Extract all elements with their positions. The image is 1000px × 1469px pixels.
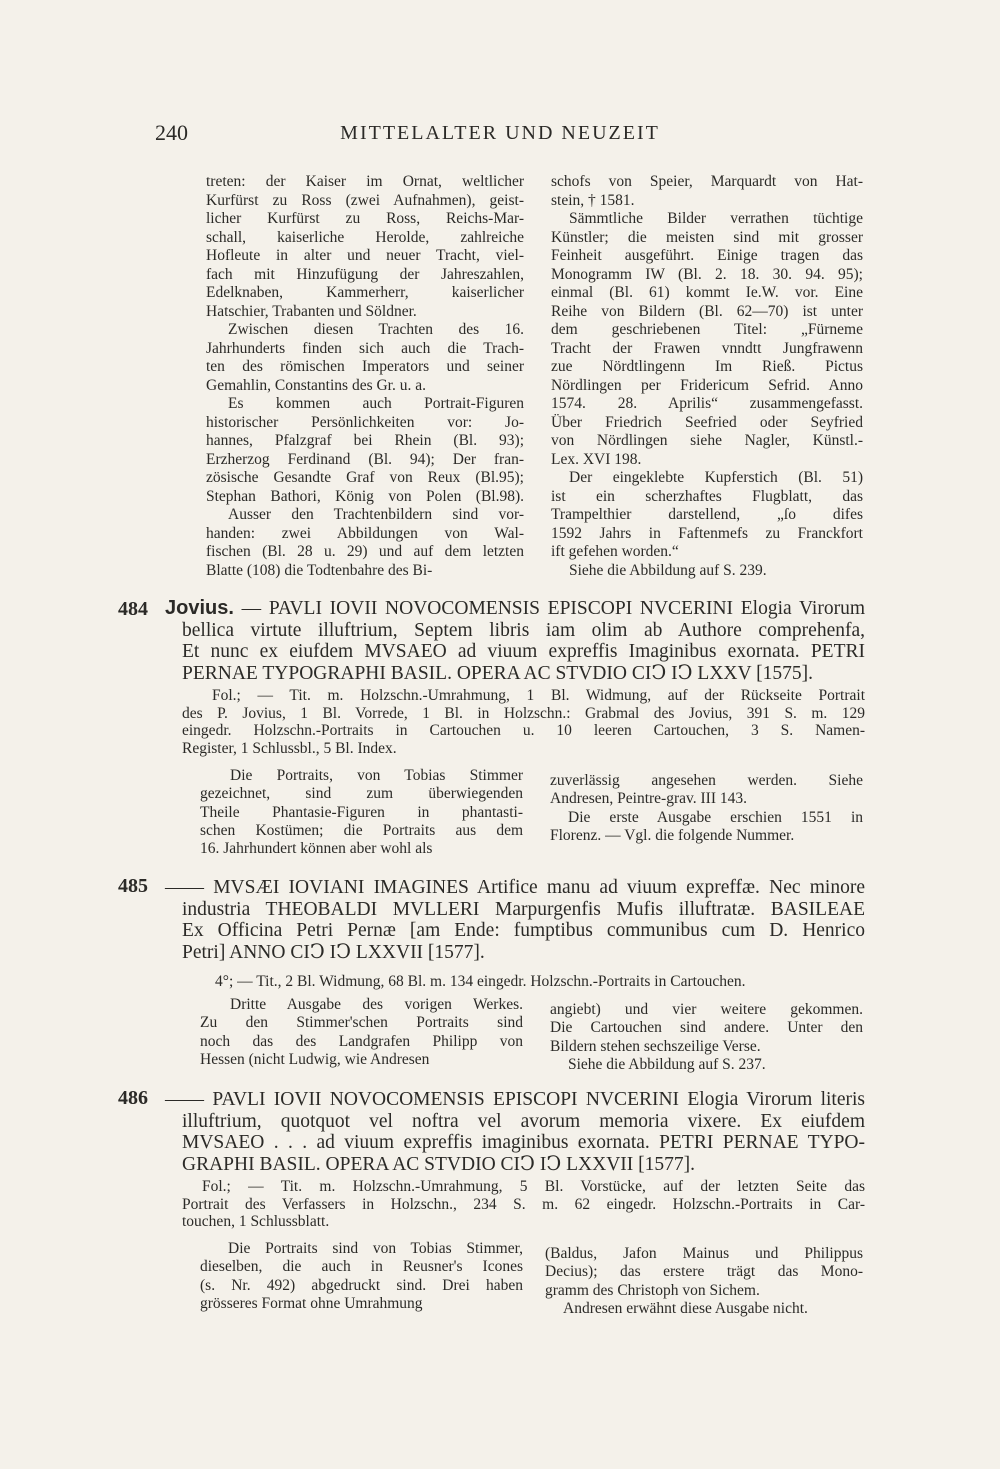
top-left-column-line: Hofleute in alter und neuer Tracht, viel- — [206, 247, 524, 264]
top-right-column-line: schofs von Speier, Marquardt von Hat- — [551, 173, 863, 190]
entry-486-number: 486 — [118, 1087, 148, 1109]
entry-484-note-right-line: zuverlässig angesehen werden. Siehe — [550, 772, 863, 789]
top-right-column-line: von Nördlingen siehe Nagler, Künstl.- — [551, 432, 863, 449]
entry-484-collation-line: Fol.; — Tit. m. Holzschn.-Umrahmung, 1 Bl. Widmung, auf der Rückseite Portrait — [212, 687, 865, 704]
top-left-column-line: licher Kurfürst zu Ross, Reichs-Mar- — [206, 210, 524, 227]
entry-484-number: 484 — [118, 598, 148, 620]
top-left-column-line: ten des römischen Imperators und seiner — [206, 358, 524, 375]
top-left-column-line: Jahrhunderts finden sich auch die Trach- — [206, 339, 524, 357]
entry-484-note-right-line: Die erste Ausgabe erschien 1551 in — [568, 808, 863, 826]
top-right-column-line: Nördlingen per Fridericum Sefrid. Anno — [551, 376, 863, 394]
top-right-column-line: Lex. XVI 198. — [551, 450, 642, 468]
entry-485-title — [165, 877, 865, 963]
entry-485-note-right — [550, 1001, 863, 1074]
entry-485-collation-line: 4°; — Tit., 2 Bl. Widmung, 68 Bl. m. 134 eingedr. Holzschn.-Portraits in Cartouchen. — [215, 973, 746, 990]
entry-486-note-left-line: Die Portraits sind von Tobias Stimmer, — [228, 1240, 523, 1257]
top-right-column-line: zue Nördtlingenn Im Rieß. Pictus — [551, 358, 863, 375]
entry-486-collation — [182, 1178, 865, 1231]
entry-485-collation — [182, 973, 865, 991]
entry-485-number: 485 — [118, 875, 148, 897]
top-left-column-line: handen: zwei Abbildungen von Wal- — [206, 524, 524, 542]
entry-486-collation-line: Fol.; — Tit. m. Holzschn.-Umrahmung, 5 Bl. Vorstücke, auf der letzten Seite das — [202, 1178, 865, 1195]
top-right-column-line: Reihe von Bildern (Bl. 62—70) ist unter — [551, 302, 863, 320]
entry-486-note-right — [545, 1245, 863, 1318]
top-right-column-line: Sämmtliche Bilder verrathen tüchtige — [569, 210, 863, 227]
top-left-column-line: treten: der Kaiser im Ornat, weltlicher — [206, 173, 524, 190]
top-right-column-line: Über Friedrich Seefried oder Seyfried — [551, 413, 863, 431]
top-right-column-line: 1592 Jahrs in Faftenmefs zu Franckfort — [551, 524, 863, 542]
entry-484-note-right-line: Andresen, Peintre-grav. III 143. — [550, 790, 747, 808]
entry-484-note-left-line: Theile Phantasie-Figuren in phantasti- — [200, 803, 523, 821]
top-right-column-line: ist ein scherzhaftes Flugblatt, das — [551, 487, 863, 505]
entry-485-title-line: —— MVSÆI IOVIANI IMAGINES Artifice manu ad viuum expreffæ. Nec minore — [165, 877, 865, 898]
entry-485-title-line: Ex Officina Petri Pernæ [am Ende: fumptibus communibus cum D. Henrico — [182, 920, 865, 941]
top-right-column-line: Künstler; die meisten sind mit grosser — [551, 228, 863, 246]
entry-484-title — [165, 598, 865, 684]
entry-484-note-right-line: Florenz. — Vgl. die folgende Nummer. — [550, 826, 795, 844]
entry-484-collation-line: eingedr. Holzschn.-Portraits in Cartouchen u. 10 leeren Cartouchen, 3 S. Namen- — [182, 722, 865, 739]
entry-486-title — [165, 1089, 865, 1175]
top-right-column-line: ift gefehen worden.“ — [551, 543, 679, 560]
entry-486-note-right-line: gramm des Christoph von Sichem. — [545, 1281, 760, 1299]
running-head: MITTELALTER UND NEUZEIT — [340, 122, 660, 144]
entry-486-note-left-line: dieselben, die auch in Reusner's Icones — [200, 1258, 523, 1276]
top-left-column-line: Kurfürst zu Ross (zwei Aufnahmen), geist- — [206, 191, 524, 209]
entry-485-note-left-line: Dritte Ausgabe des vorigen Werkes. — [230, 996, 523, 1013]
entry-486-collation-line: touchen, 1 Schlussblatt. — [182, 1213, 330, 1230]
top-left-column-line: historischer Persönlichkeiten vor: Jo- — [206, 413, 524, 431]
top-left-column-line: Stephan Bathori, König von Polen (Bl.98). — [206, 487, 524, 505]
top-right-column-line: stein, † 1581. — [551, 191, 635, 209]
top-right-column-line: Monogramm IW (Bl. 2. 18. 30. 94. 95); — [551, 265, 863, 283]
entry-484-title-line: bellica virtute illuftrium, Septem libris iam olim ab Authore comprehenfa, — [182, 619, 865, 641]
entry-486-note-right-line: Decius); das erstere trägt das Mono- — [545, 1263, 863, 1281]
entry-486-note-left — [200, 1240, 523, 1313]
entry-485-note-right-line: Bildern stehen sechszeilige Verse. — [550, 1037, 761, 1055]
entry-484-note-right — [550, 772, 863, 845]
entry-486-title-line: GRAPHI BASIL. OPERA AC STVDIO CIↃ IↃ LXXVII [1577]. — [182, 1153, 696, 1175]
top-left-column-line: Zwischen diesen Trachten des 16. — [228, 321, 524, 338]
entry-485-title-line: industria THEOBALDI MVLLERI Marpurgenfis Mufis illuftratæ. BASILEAE — [182, 898, 865, 920]
entry-484-note-left — [200, 767, 523, 858]
top-right-column-line: Siehe die Abbildung auf S. 239. — [569, 561, 767, 579]
entry-484-collation — [182, 687, 865, 757]
top-right-column-line: 1574. 28. Aprilis“ zusammengefasst. — [551, 395, 863, 412]
entry-484-note-left-line: schen Kostümen; die Portraits aus dem — [200, 821, 523, 839]
entry-484-author: Jovius. — [165, 597, 234, 619]
page-number: 240 — [155, 120, 188, 145]
entry-484-title-line: PERNAE TYPOGRAPHI BASIL. OPERA AC STVDIO CIↃ IↃ LXXV [1575]. — [182, 662, 813, 684]
top-left-column-line: Erzherzog Ferdinand (Bl. 94); Der fran- — [206, 450, 524, 468]
top-left-column-line: zösische Gesandte Graf von Reux (Bl.95); — [206, 469, 524, 486]
top-right-column-line: dem geschriebenen Titel: „Fürneme — [551, 321, 863, 338]
entry-485-title-line: Petri] ANNO CIↃ IↃ LXXVII [1577]. — [182, 941, 485, 963]
entry-485-note-left-line: Hessen (nicht Ludwig, wie Andresen — [200, 1050, 430, 1068]
entry-484-note-left-line: gezeichnet, sind zum überwiegenden — [200, 785, 523, 803]
entry-486-note-right-line: Andresen erwähnt diese Ausgabe nicht. — [563, 1299, 808, 1317]
entry-484-title-line: Et nunc ex eiufdem MVSAEO ad viuum expreffis Imaginibus exornata. PETRI — [182, 641, 865, 662]
entry-484-collation-line: Register, 1 Schlussbl., 5 Bl. Index. — [182, 739, 397, 757]
entry-485-note-right-line: Die Cartouchen sind andere. Unter den — [550, 1019, 863, 1037]
top-left-column-line: Hatschier, Trabanten und Söldner. — [206, 302, 417, 320]
top-left-column-line: Blatte (108) die Todtenbahre des Bi- — [206, 561, 433, 579]
entry-484-note-left-line: Die Portraits, von Tobias Stimmer — [230, 767, 523, 784]
entry-486-title-line: MVSAEO . . . ad viuum expreffis imaginibus exornata. PETRI PERNAE TYPO- — [182, 1132, 865, 1153]
entry-484-note-left-line: 16. Jahrhundert können aber wohl als — [200, 840, 433, 858]
top-left-column-line: fischen (Bl. 28 u. 29) und auf dem letzten — [206, 543, 524, 560]
entry-486-note-left-line: (s. Nr. 492) abgedruckt sind. Drei haben — [200, 1276, 523, 1294]
top-left-column-line: Gemahlin, Constantins des Gr. u. a. — [206, 376, 426, 394]
entry-486-note-left-line: grösseres Format ohne Umrahmung — [200, 1294, 423, 1312]
top-right-column-line: Trampelthier darstellend, „ſo difes — [551, 506, 863, 523]
entry-485-note-left-line: noch das des Landgrafen Philipp von — [200, 1032, 523, 1050]
entry-485-note-left — [200, 996, 523, 1069]
entry-485-note-right-line: angiebt) und vier weitere gekommen. — [550, 1001, 863, 1018]
top-right-column-line: einmal (Bl. 61) kommt Ie.W. vor. Eine — [551, 284, 863, 301]
entry-486-title-line: illuftrium, quotquot vel noftra vel avorum memoria vixere. Ex eiufdem — [182, 1110, 865, 1132]
entry-484-title-line: Jovius. — PAVLI IOVII NOVOCOMENSIS EPISCOPI NVCERINI Elogia Virorum — [165, 597, 866, 619]
top-left-column — [206, 173, 524, 580]
top-left-column-line: schall, kaiserliche Herolde, zahlreiche — [206, 228, 524, 246]
top-left-column-line: Es kommen auch Portrait-Figuren — [228, 395, 524, 412]
top-right-column-line: Tracht der Frawen vnndtt Jungfrawenn — [551, 339, 863, 357]
top-right-column-line: Der eingeklebte Kupferstich (Bl. 51) — [569, 469, 863, 486]
entry-486-collation-line: Portrait des Verfassers in Holzschn., 234 S. m. 62 eingedr. Holzschn.-Portraits in Car- — [182, 1195, 865, 1213]
top-left-column-line: Ausser den Trachtenbildern sind vor- — [228, 506, 524, 523]
entry-484-collation-line: des P. Jovius, 1 Bl. Vorrede, 1 Bl. in Holzschn.: Grabmal des Jovius, 391 S. m. 129 — [182, 704, 865, 722]
top-right-column-line: Feinheit ausgeführt. Einige tragen das — [551, 247, 863, 264]
top-right-column — [551, 173, 863, 580]
entry-485-note-left-line: Zu den Stimmer'schen Portraits sind — [200, 1014, 523, 1032]
top-left-column-line: hannes, Pfalzgraf bei Rhein (Bl. 93); — [206, 432, 524, 449]
top-left-column-line: fach mit Hinzufügung der Jahreszahlen, — [206, 265, 524, 283]
top-left-column-line: Edelknaben, Kammerherr, kaiserlicher — [206, 284, 524, 301]
entry-486-note-right-line: (Baldus, Jafon Mainus und Philippus — [545, 1245, 863, 1262]
entry-486-title-line: —— PAVLI IOVII NOVOCOMENSIS EPISCOPI NVCERINI Elogia Virorum literis — [165, 1089, 865, 1110]
entry-485-note-right-line: Siehe die Abbildung auf S. 237. — [568, 1055, 766, 1073]
